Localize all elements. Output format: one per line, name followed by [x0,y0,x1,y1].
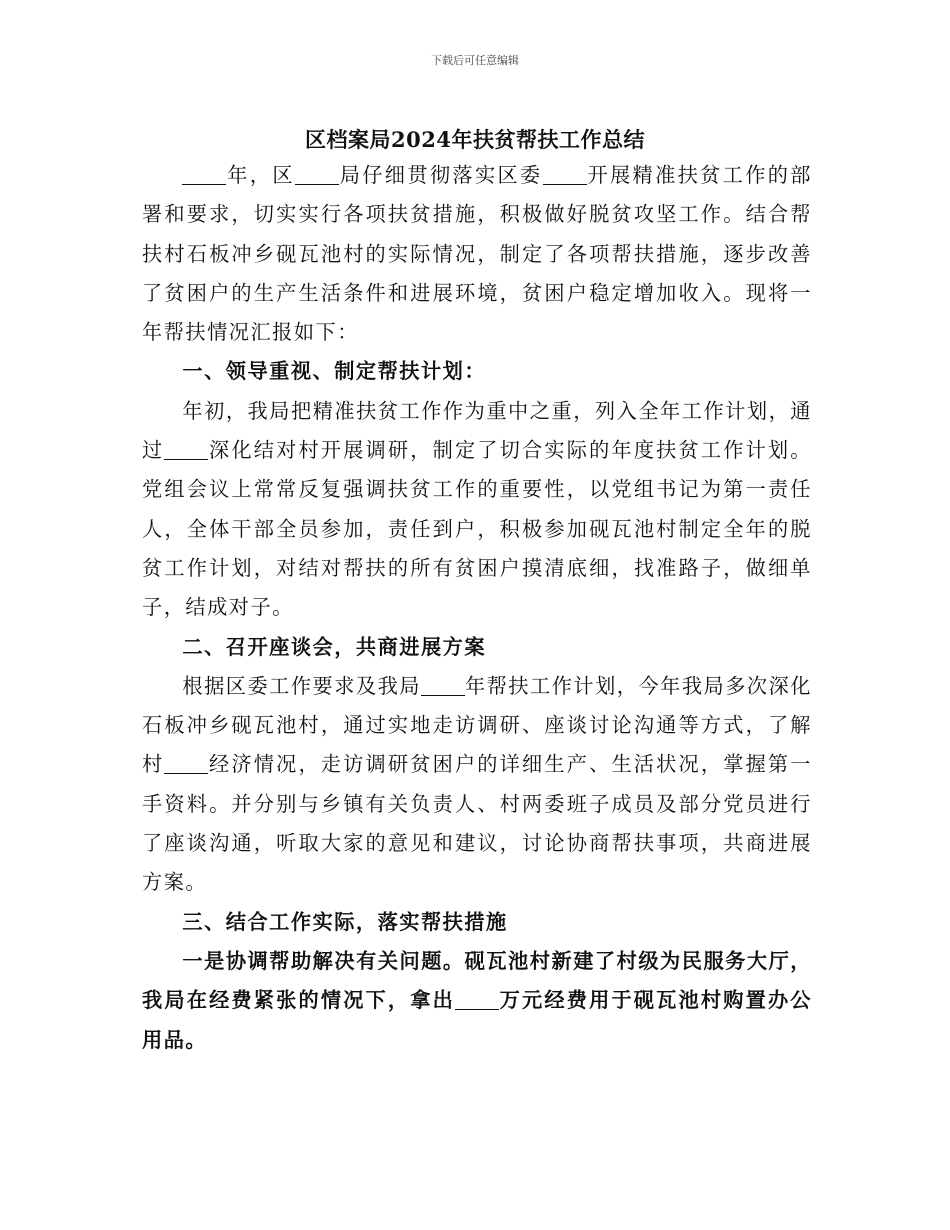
blank-field [455,989,499,1010]
section1-paragraph: 年初，我局把精准扶贫工作作为重中之重，列入全年工作计划，通过 深化结对村开展调研，制定了切合实际的年度扶贫工作计划。党组会议上常常反复强调扶贫工作的重要性，以党组书记为第一责任人，全体干部全员参加，责任到户，积极参加砚瓦池村制定全年的脱贫工作计划，对结对帮扶的所有贫困户摸清底细，找准路子，做细单子，结成对子。 [142,398,812,620]
blank-field [295,164,339,185]
document-title: 区档案局2024年扶贫帮扶工作总结 [305,127,645,152]
section3-heading: 三、结合工作实际，落实帮扶措施 [182,909,508,934]
blank-field [164,439,208,460]
section1-heading: 一、领导重视、制定帮扶计划： [182,359,487,384]
page-header-note: 下载后可任意编辑 [431,54,519,67]
blank-field [421,675,465,696]
blank-field [164,753,208,774]
blank-field [543,164,587,185]
document-body [142,156,812,1060]
intro-paragraph: 年，区 局仔细贯彻落实区委 开展精准扶贫工作的部署和要求，切实实行各项扶贫措施，积极做好脱贫攻坚工作。结合帮扶村石板冲乡砚瓦池村的实际情况，制定了各项帮扶措施，逐步改善了贫困户的生产生活条件和进展环境，贫困户稳定增加收入。现将一年帮扶情况汇报如下： [142,163,812,345]
blank-field [182,164,226,185]
section2-heading: 二、召开座谈会，共商进展方案 [182,634,487,659]
section3-paragraph: 一是协调帮助解决有关问题。砚瓦池村新建了村级为民服务大厅，我局在经费紧张的情况下，拿出 万元经费用于砚瓦池村购置办公用品。 [142,948,812,1052]
section2-paragraph: 根据区委工作要求及我局 年帮扶工作计划，今年我局多次深化石板冲乡砚瓦池村，通过实地走访调研、座谈讨论沟通等方式，了解村 经济情况，走访调研贫困户的详细生产、生活状况，掌握第一手资料。并分别与乡镇有关负责人、村两委班子成员及部分党员进行了座谈沟通，听取大家的意见和建议，讨论协商帮扶事项，共商进展方案。 [142,673,812,895]
